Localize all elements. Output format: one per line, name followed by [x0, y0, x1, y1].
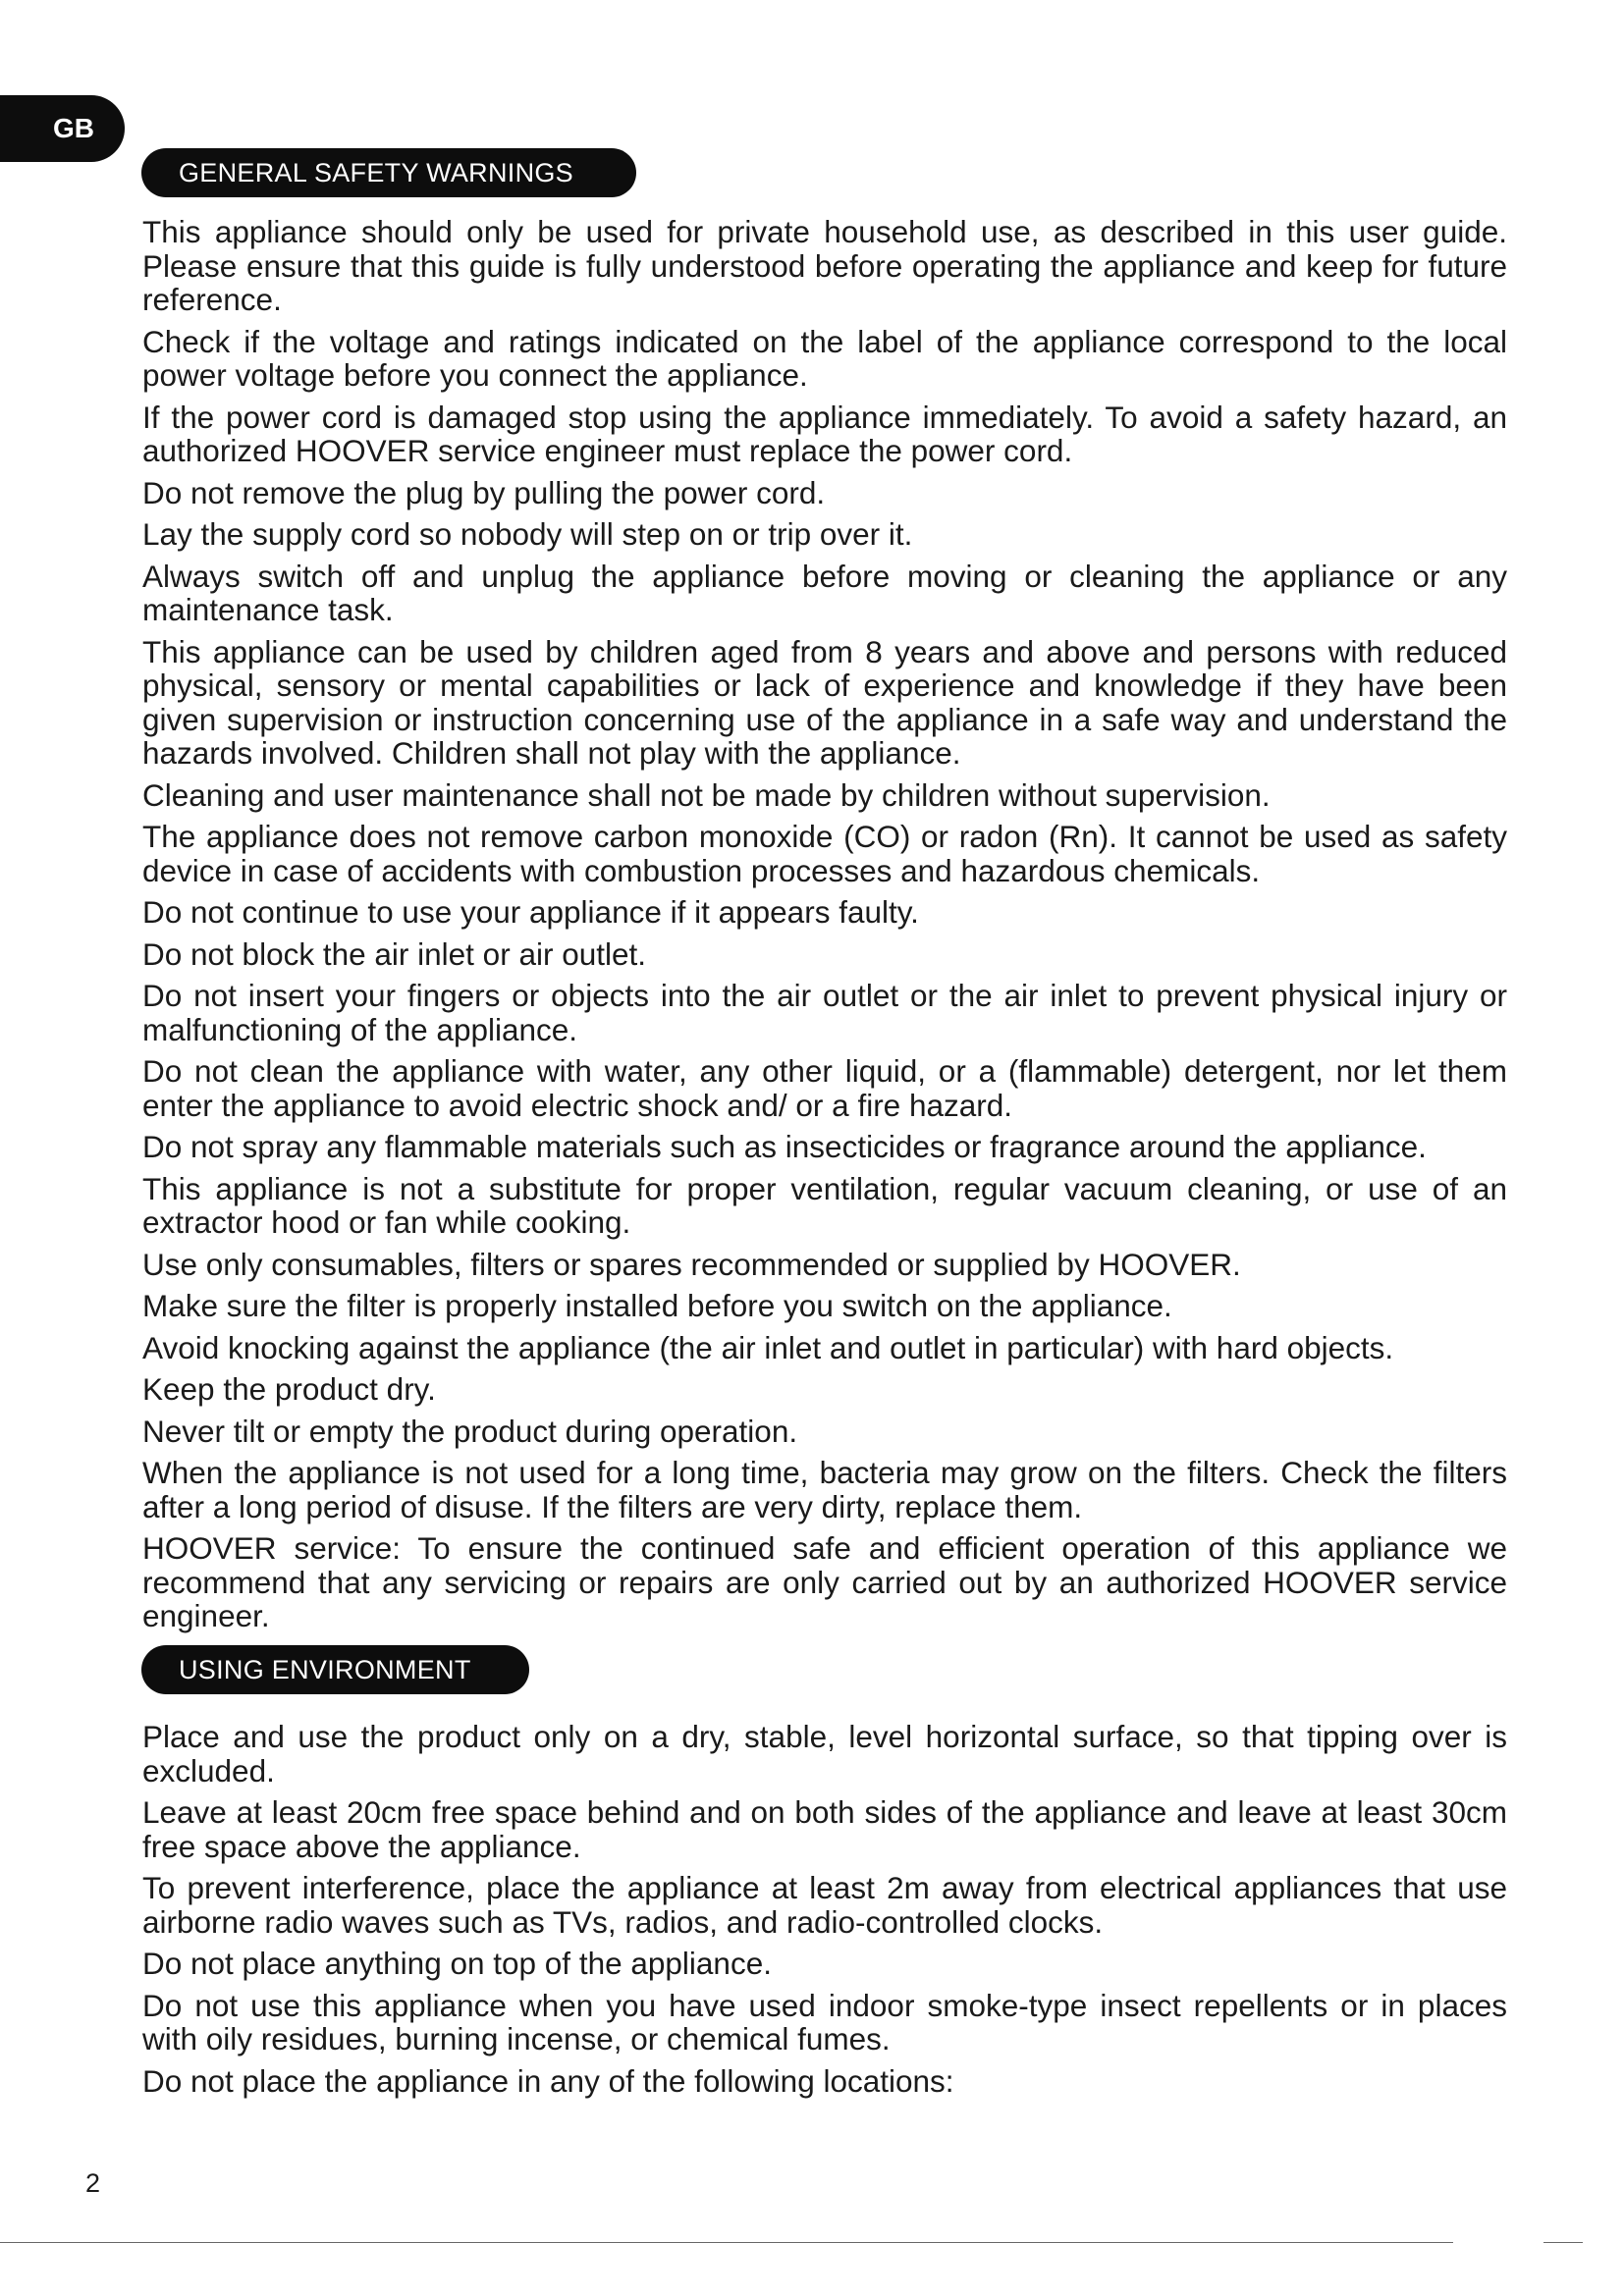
- using-environment-body: [142, 1720, 1507, 2106]
- paragraph: HOOVER service: To ensure the continued safe and efficient operation of this appliance we recommend that any servicing or repairs are only carried out by an authorized HOOVER service engineer.: [142, 1530, 1507, 1633]
- footer-divider-segment: [1543, 2242, 1583, 2243]
- paragraph: Lay the supply cord so nobody will step on or trip over it.: [142, 516, 913, 552]
- footer-divider: [0, 2242, 1453, 2243]
- paragraph: To prevent interference, place the appliance at least 2m away from electrical appliances that use airborne radio waves such as TVs, radios, and radio-controlled clocks.: [142, 1870, 1507, 1940]
- paragraph: Do not place anything on top of the appliance.: [142, 1946, 772, 1981]
- section-heading-using-environment: USING ENVIRONMENT: [141, 1645, 529, 1694]
- paragraph: Place and use the product only on a dry, stable, level horizontal surface, so that tipping over is excluded.: [142, 1719, 1507, 1789]
- paragraph: Use only consumables, filters or spares recommended or supplied by HOOVER.: [142, 1246, 1241, 1282]
- paragraph: When the appliance is not used for a long time, bacteria may grow on the filters. Check the filters after a long period of disuse. If the filters are very dirty, replace them.: [142, 1455, 1507, 1524]
- paragraph: Do not clean the appliance with water, any other liquid, or a (flammable) detergent, nor let them enter the appliance to avoid electric shock and/ or a fire hazard.: [142, 1053, 1507, 1123]
- language-tab: GB: [0, 95, 125, 162]
- paragraph: Do not block the air inlet or air outlet.: [142, 935, 647, 972]
- paragraph: This appliance can be used by children aged from 8 years and above and persons with reduced physical, sensory or mental capabilities or lack of experience and knowledge if they have been given supervision or instruction concerning use of the appliance in a safe way and understand the hazards involved. Children shall not play with the appliance.: [142, 633, 1507, 771]
- paragraph: Do not remove the plug by pulling the power cord.: [142, 474, 826, 510]
- section-heading-general-safety-warnings: GENERAL SAFETY WARNINGS: [141, 148, 636, 197]
- paragraph: If the power cord is damaged stop using the appliance immediately. To avoid a safety hazard, an authorized HOOVER service engineer must replace the power cord.: [142, 399, 1507, 468]
- paragraph: Never tilt or empty the product during operation.: [142, 1413, 798, 1449]
- paragraph: Make sure the filter is properly installed before you switch on the appliance.: [142, 1288, 1172, 1323]
- paragraph: Do not continue to use your appliance if it appears faulty.: [142, 894, 919, 930]
- paragraph: This appliance should only be used for private household use, as described in this user guide. Please ensure that this guide is fully understood before operating the appliance and keep for future reference.: [142, 214, 1507, 317]
- paragraph: Do not use this appliance when you have used indoor smoke-type insect repellents or in places with oily residues, burning incense, or chemical fumes.: [142, 1987, 1507, 2056]
- paragraph: Always switch off and unplug the appliance before moving or cleaning the appliance or any maintenance task.: [142, 558, 1507, 627]
- paragraph: The appliance does not remove carbon monoxide (CO) or radon (Rn). It cannot be used as safety device in case of accidents with combustion processes and hazardous chemicals.: [142, 819, 1507, 888]
- paragraph: Check if the voltage and ratings indicated on the label of the appliance correspond to the local power voltage before you connect the appliance.: [142, 323, 1507, 393]
- general-safety-warnings-body: [142, 215, 1507, 1641]
- paragraph: Do not insert your fingers or objects into the air outlet or the air inlet to prevent physical injury or malfunctioning of the appliance.: [142, 978, 1507, 1047]
- paragraph: Leave at least 20cm free space behind and on both sides of the appliance and leave at least 30cm free space above the appliance.: [142, 1794, 1507, 1864]
- paragraph: Keep the product dry.: [142, 1371, 436, 1407]
- paragraph: This appliance is not a substitute for proper ventilation, regular vacuum cleaning, or use of an extractor hood or fan while cooking.: [142, 1170, 1507, 1240]
- paragraph: Do not place the appliance in any of the following locations:: [142, 2062, 954, 2099]
- paragraph: Avoid knocking against the appliance (the air inlet and outlet in particular) with hard objects.: [142, 1329, 1394, 1365]
- page-number: 2: [85, 2168, 101, 2198]
- paragraph: Cleaning and user maintenance shall not be made by children without supervision.: [142, 776, 1271, 813]
- paragraph: Do not spray any flammable materials such as insecticides or fragrance around the appliance.: [142, 1129, 1427, 1164]
